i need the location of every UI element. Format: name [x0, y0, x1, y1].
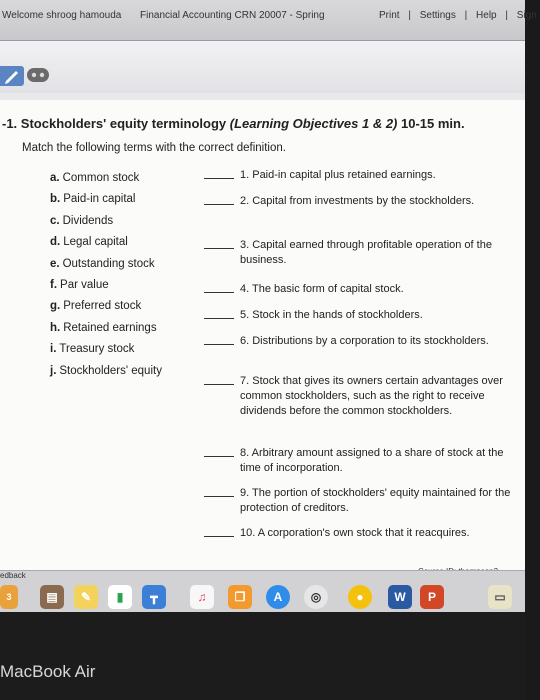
exercise-document [0, 100, 525, 570]
device-label: MacBook Air [0, 662, 96, 681]
separator: | [408, 10, 411, 21]
appstore-icon[interactable]: A [266, 585, 290, 609]
term-text: Dividends [62, 214, 114, 227]
answer-blank[interactable] [204, 384, 234, 385]
browser-top-bar [0, 0, 537, 41]
learning-objectives: (Learning Objectives 1 & 2) [229, 116, 398, 131]
term-text: Outstanding stock [62, 257, 155, 270]
answer-blank[interactable] [204, 496, 234, 497]
separator: | [505, 10, 509, 21]
term-text: Legal capital [63, 236, 128, 249]
exercise-number: -1. [2, 116, 18, 131]
term-letter: d. [50, 236, 61, 249]
term-letter: i. [50, 343, 57, 356]
welcome-text: Welcome shroog hamouda [2, 10, 122, 21]
exercise-title-text: Stockholders' equity terminology [20, 116, 227, 131]
settings-link[interactable]: Settings [419, 10, 456, 21]
term-text: Par value [60, 279, 109, 292]
answer-blank[interactable] [204, 318, 234, 319]
term-text: Stockholders' equity [59, 364, 162, 377]
definition-text: 6. Distributions by a corporation to its stockholders. [240, 335, 489, 347]
answer-blank[interactable] [204, 178, 234, 179]
exercise-time: 10-15 min. [401, 116, 465, 131]
powerpoint-icon[interactable]: P [420, 585, 444, 609]
more-icon[interactable] [27, 68, 49, 82]
instruction-text: Match the following terms with the correct definition. [22, 142, 286, 154]
exercise-title [2, 116, 465, 131]
word-icon[interactable]: W [388, 585, 412, 609]
answer-blank[interactable] [204, 204, 234, 205]
term-item [50, 168, 162, 189]
answer-blank[interactable] [204, 292, 234, 293]
books-icon[interactable]: ❐ [228, 585, 252, 609]
music-icon[interactable]: ♫ [190, 585, 214, 609]
term-text: Common stock [62, 172, 140, 184]
term-item [50, 254, 162, 275]
term-letter: c. [50, 214, 60, 227]
answer-blank[interactable] [204, 344, 234, 345]
top-links [376, 10, 540, 21]
term-item [50, 318, 162, 339]
definition-text: 2. Capital from investments by the stockholders. [240, 195, 475, 207]
definition-text: 9. The portion of stockholders' equity maintained for the protection of creditors. [240, 487, 511, 514]
preview-icon[interactable]: ▭ [488, 585, 512, 609]
definition-text: 4. The basic form of capital stock. [240, 283, 404, 295]
answer-blank[interactable] [204, 248, 234, 249]
definition-text: 3. Capital earned through profitable operation of the business. [240, 239, 492, 266]
contacts-icon[interactable]: ▤ [40, 585, 64, 609]
definition-text: 10. A corporation's own stock that it reacquires. [240, 527, 470, 539]
sign-out-link[interactable]: Sign [516, 10, 537, 21]
toolbar [0, 41, 525, 93]
term-item [50, 211, 162, 232]
dock-badge: 3 [0, 585, 18, 609]
term-letter: e. [50, 257, 60, 270]
term-text: Preferred stock [63, 300, 142, 313]
term-letter: b. [50, 193, 61, 206]
definition-text: 8. Arbitrary amount assigned to a share of stock at the time of incorporation. [240, 447, 504, 474]
term-letter: g. [50, 300, 61, 313]
terms-list [50, 168, 162, 382]
term-text: Retained earnings [63, 321, 157, 334]
term-item [50, 361, 162, 382]
separator: | [464, 10, 468, 21]
term-item [50, 189, 162, 210]
print-link[interactable]: Print [379, 10, 400, 21]
term-item [50, 339, 162, 360]
feedback-label[interactable]: edback [0, 571, 26, 580]
term-text: Treasury stock [59, 343, 135, 356]
term-letter: f. [50, 279, 58, 292]
term-letter: h. [50, 321, 61, 334]
pencil-icon[interactable] [0, 66, 24, 86]
term-item [50, 275, 162, 296]
definition-text: 1. Paid-in capital plus retained earnings. [240, 169, 436, 181]
safari-icon[interactable]: ◎ [304, 585, 328, 609]
laptop-bezel [0, 612, 525, 700]
term-letter: j. [50, 364, 57, 377]
dock [0, 585, 525, 612]
network-icon[interactable]: ┳ [142, 585, 166, 609]
term-text: Paid-in capital [63, 193, 136, 206]
help-link[interactable]: Help [476, 10, 497, 21]
definition-text: 5. Stock in the hands of stockholders. [240, 309, 423, 321]
answer-blank[interactable] [204, 536, 234, 537]
course-title[interactable]: Financial Accounting CRN 20007 - Spring [140, 10, 325, 21]
term-item [50, 296, 162, 317]
definition-text: 7. Stock that gives its owners certain advantages over common stockholders, such as the right to receive dividends before the common stockholders. [240, 375, 503, 417]
chrome-icon[interactable]: ● [348, 585, 372, 609]
charts-icon[interactable]: ▮ [108, 585, 132, 609]
term-item [50, 232, 162, 253]
term-letter: a. [50, 172, 60, 184]
answer-blank[interactable] [204, 456, 234, 457]
notes-icon[interactable]: ✎ [74, 585, 98, 609]
